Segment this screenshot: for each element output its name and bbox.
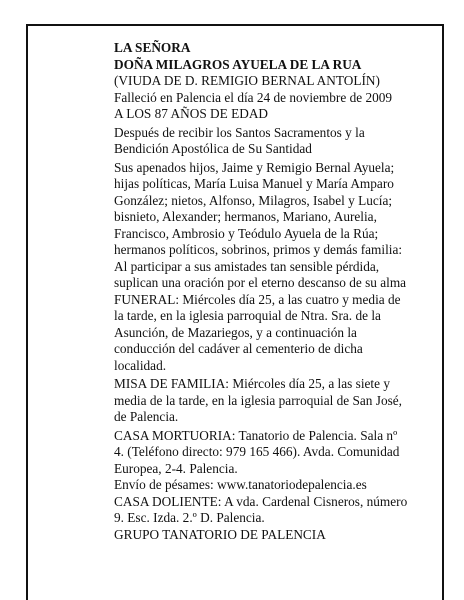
text-line: hermanos políticos, sobrinos, primos y demás familia:	[114, 242, 403, 257]
obituary-notice	[26, 24, 444, 600]
text-line: CASA MORTUORIA: Tanatorio de Palencia. Sala nº	[114, 427, 398, 443]
funeral-paragraph	[114, 292, 436, 375]
text-line: la tarde, en la iglesia parroquial de Ntra. Sra. de la	[114, 308, 381, 323]
sacraments-paragraph	[114, 125, 436, 158]
home-paragraph	[114, 494, 436, 527]
text-line: conducción del cadáver al cementerio de dicha	[114, 341, 363, 356]
text-line: CASA DOLIENTE: A vda. Cardenal Cisneros, número	[114, 493, 408, 509]
deceased-name: DOÑA MILAGROS AYUELA DE LA RUA	[114, 56, 362, 72]
text-line: FUNERAL: Miércoles día 25, a las cuatro y media de	[114, 291, 401, 307]
text-line: Europea, 2-4. Palencia.	[114, 460, 238, 476]
text-line: MISA DE FAMILIA: Miércoles día 25, a las siete y	[114, 376, 390, 391]
mortuary-paragraph	[114, 428, 436, 478]
death-line: Falleció en Palencia el día 24 de noviembre de 2009	[114, 89, 393, 105]
text-line: Francisco, Ambrosio y Teódulo Ayuela de la Rúa;	[114, 225, 379, 241]
text-line: Asunción, de Mazariegos, y a continuación la	[114, 324, 357, 340]
text-line: 9. Esc. Izda. 2.º D. Palencia.	[114, 510, 265, 525]
widow-line: (VIUDA DE D. REMIGIO BERNAL ANTOLÍN)	[114, 73, 380, 88]
request-paragraph	[114, 259, 436, 292]
text-line: localidad.	[114, 357, 167, 373]
text-line: hijas políticas, María Luisa Manuel y María Amparo	[114, 176, 394, 191]
mass-paragraph	[114, 376, 436, 426]
condolences-line: Envío de pésames: www.tanatoriodepalencia.es	[114, 477, 367, 492]
notice-content	[114, 40, 436, 543]
text-line: 4. (Teléfono directo: 979 165 466). Avda. Comunidad	[114, 444, 400, 459]
family-paragraph	[114, 160, 436, 259]
notice-title: LA SEÑORA	[114, 40, 191, 55]
text-line: Al participar a sus amistades tan sensible pérdida,	[114, 258, 380, 274]
text-line: Bendición Apostólica de Su Santidad	[114, 141, 312, 156]
funeral-home-group: GRUPO TANATORIO DE PALENCIA	[114, 526, 326, 542]
age-line: A LOS 87 AÑOS DE EDAD	[114, 106, 269, 121]
text-line: suplican una oración por el eterno descanso de su alma	[114, 275, 407, 290]
text-line: de Palencia.	[114, 409, 179, 424]
text-line: Después de recibir los Santos Sacramentos y la	[114, 124, 365, 140]
text-line: media de la tarde, en la iglesia parroquial de San José,	[114, 392, 402, 408]
text-line: bisnieto, Alexander; hermanos, Mariano, Aurelia,	[114, 209, 377, 224]
text-line: González; nietos, Alfonso, Milagros, Isabel y Lucía;	[114, 192, 393, 208]
text-line: Sus apenados hijos, Jaime y Remigio Bernal Ayuela;	[114, 159, 395, 175]
